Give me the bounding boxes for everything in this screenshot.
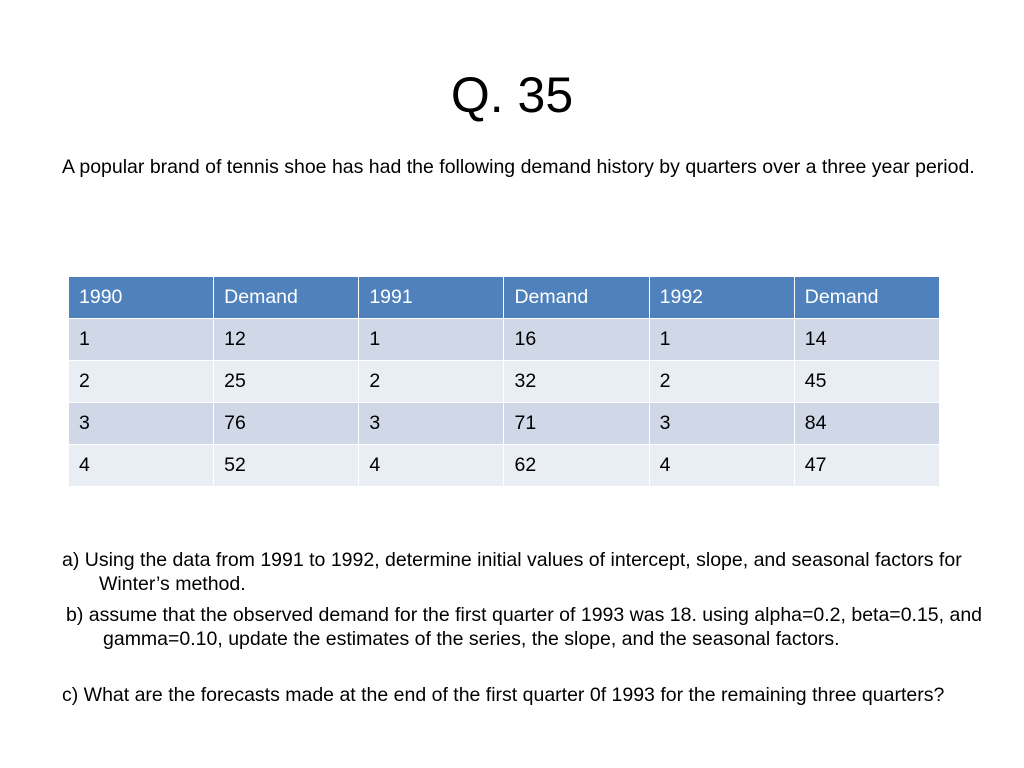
header-cell: Demand	[504, 277, 649, 319]
table-cell: 2	[359, 361, 504, 403]
table-cell: 4	[359, 445, 504, 487]
table-cell: 2	[649, 361, 794, 403]
table-cell: 4	[649, 445, 794, 487]
table-row	[69, 319, 940, 361]
table-cell: 3	[649, 403, 794, 445]
table-cell: 84	[794, 403, 939, 445]
table-row	[69, 445, 940, 487]
table-row	[69, 403, 940, 445]
table-cell: 3	[359, 403, 504, 445]
question-c: c) What are the forecasts made at the end of the first quarter 0f 1993 for the remaining three quarters?	[62, 684, 945, 706]
table-cell: 1	[359, 319, 504, 361]
header-cell: Demand	[214, 277, 359, 319]
slide-title: Q. 35	[450, 67, 574, 123]
header-cell: 1991	[359, 277, 504, 319]
question-b: b) assume that the observed demand for the first quarter of 1993 was 18. using alpha=0.2, beta=0.15, and gamma=0.10, update the estimates of the series, the slope, and the seasonal factors.	[66, 604, 983, 650]
table-cell: 4	[69, 445, 214, 487]
table-cell: 12	[214, 319, 359, 361]
table-cell: 2	[69, 361, 214, 403]
intro-text: A popular brand of tennis shoe has had the following demand history by quarters over a three year period.	[62, 156, 975, 178]
header-cell: Demand	[794, 277, 939, 319]
table-cell: 1	[69, 319, 214, 361]
header-cell: 1992	[649, 277, 794, 319]
table-cell: 71	[504, 403, 649, 445]
header-cell: 1990	[69, 277, 214, 319]
table-cell: 1	[649, 319, 794, 361]
table-cell: 3	[69, 403, 214, 445]
question-a: a) Using the data from 1991 to 1992, determine initial values of intercept, slope, and seasonal factors for Winter’s method.	[62, 549, 962, 595]
table-cell: 25	[214, 361, 359, 403]
table-cell: 62	[504, 445, 649, 487]
table-header-row	[69, 277, 940, 319]
table-cell: 14	[794, 319, 939, 361]
demand-table	[68, 276, 940, 487]
table-row	[69, 361, 940, 403]
table-cell: 32	[504, 361, 649, 403]
table-cell: 45	[794, 361, 939, 403]
table-cell: 47	[794, 445, 939, 487]
table-cell: 76	[214, 403, 359, 445]
table-cell: 52	[214, 445, 359, 487]
table-cell: 16	[504, 319, 649, 361]
